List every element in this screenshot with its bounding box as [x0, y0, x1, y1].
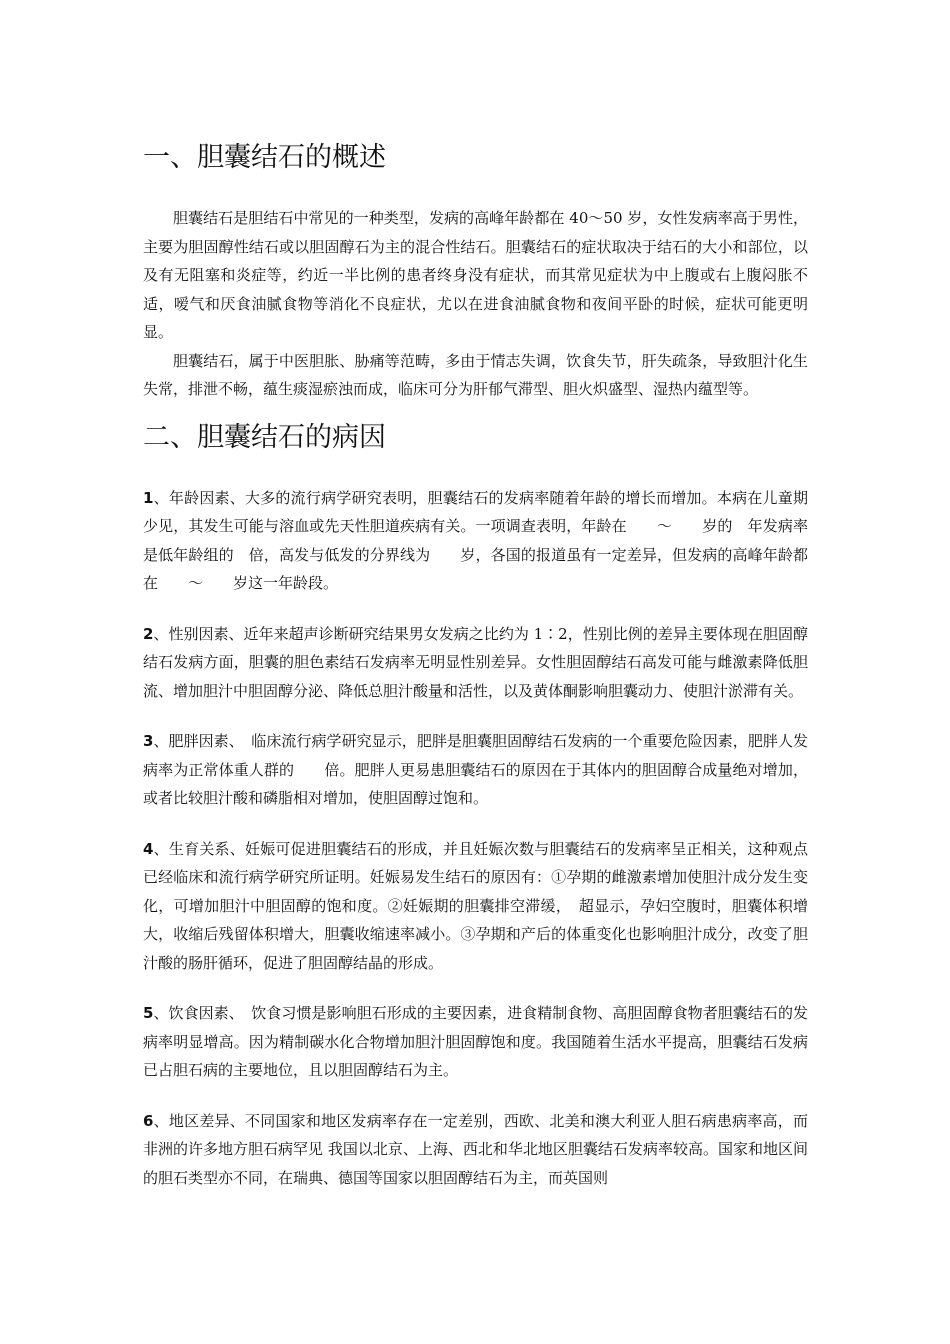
cause-item-obesity: [143, 727, 808, 813]
cause-item-text: 、生育关系、妊娠可促进胆囊结石的形成，并且妊娠次数与胆囊结石的发病率呈正相关，这种观点已经临床和流行病学研究所证明。妊娠易发生结石的原因有：①孕期的雌激素增加使胆汁成分发生变化，可增加胆汁中胆固醇的饱和度。②妊娠期的胆囊排空滞缓， 超显示，孕妇空腹时，胆囊体积增大，收缩后残留体积增大，胆囊收缩速率减小。③孕期和产后的体重变化也影响胆汁成分，改变了胆汁酸的肠肝循环，促进了胆固醇结晶的形成。: [143, 839, 808, 972]
cause-item-diet: [143, 999, 808, 1085]
cause-item-gender: [143, 620, 808, 706]
cause-item-pregnancy: [143, 835, 808, 978]
cause-item-text: 、地区差异、不同国家和地区发病率存在一定差别，西欧、北美和澳大利亚人胆石病患病率高，而非洲的许多地方胆石病罕见 我国以北京、上海、西北和华北地区胆囊结石发病率较高。国家和地区间的胆石类型亦不同，在瑞典、德国等国家以胆固醇结石为主，而英国则: [143, 1111, 808, 1187]
overview-paragraph-2: 胆囊结石，属于中医胆胀、胁痛等范畴，多由于情志失调，饮食失节，肝失疏条，导致胆汁化生失常，排泄不畅，蕴生痰湿瘀浊而成，临床可分为肝郁气滞型、胆火炽盛型、湿热内蕴型等。: [143, 351, 808, 398]
cause-item-number: 5: [143, 1004, 154, 1022]
overview-paragraph-1: 胆囊结石是胆结石中常见的一种类型，发病的高峰年龄都在 40～50 岁，女性发病率高于男性，主要为胆固醇性结石或以胆固醇石为主的混合性结石。胆囊结石的症状取决于结石的大小和部位，以及有无阻塞和炎症等，约近一半比例的患者终身没有症状，而其常见症状为中上腹或右上腹闷胀不适，嗳气和厌食油腻食物等消化不良症状，尤以在进食油腻食物和夜间平卧的时候，症状可能更明显。: [143, 209, 808, 341]
cause-item-number: 4: [143, 839, 154, 858]
cause-item-number: 1: [143, 488, 154, 507]
cause-item-text: 、肥胖因素、 临床流行病学研究显示，肥胖是胆囊胆固醇结石发病的一个重要危险因素，肥胖人发病率为正常体重人群的 倍。肥胖人更易患胆囊结石的原因在于其体内的胆固醇合成量绝对增加，或者比较胆汁酸和磷脂相对增加，使胆固醇过饱和。: [143, 732, 808, 807]
cause-item-number: 6: [143, 1111, 154, 1130]
cause-item-text: 、饮食因素、 饮食习惯是影响胆石形成的主要因素，进食精制食物、高胆固醇食物者胆囊结石的发病率明显增高。因为精制碳水化合物增加胆汁胆固醇饱和度。我国随着生活水平提高，胆囊结石发病已占胆石病的主要地位，且以胆固醇结石为主。: [143, 1004, 808, 1079]
section-1-heading: 一、胆囊结石的概述: [143, 142, 386, 173]
cause-item-text: 、年龄因素、大多的流行病学研究表明，胆囊结石的发病率随着年龄的增长而增加。本病在儿童期少见，其发生可能与溶血或先天性胆道疾病有关。一项调查表明，年龄在 ～ 岁的 年发病率是低年龄组的 倍，高发与低发的分界线为 岁，各国的报道虽有一定差异，但发病的高峰年龄都在 ～ 岁这一年龄段。: [143, 488, 808, 592]
cause-item-text: 、性别因素、近年来超声诊断研究结果男女发病之比约为 1∶2，性别比例的差异主要体现在胆固醇结石发病方面，胆囊的胆色素结石发病率无明显性别差异。女性胆固醇结石高发可能与雌激素降低胆流、增加胆汁中胆固醇分泌、降低总胆汁酸量和活性，以及黄体酮影响胆囊动力、使胆汁淤滞有关。: [143, 624, 808, 700]
cause-item-age: [143, 484, 808, 598]
cause-item-number: 3: [143, 732, 154, 750]
cause-item-region: [143, 1107, 808, 1193]
cause-item-number: 2: [143, 624, 154, 643]
document-page: [143, 130, 808, 1192]
section-2-heading: 二、胆囊结石的病因: [143, 421, 386, 453]
